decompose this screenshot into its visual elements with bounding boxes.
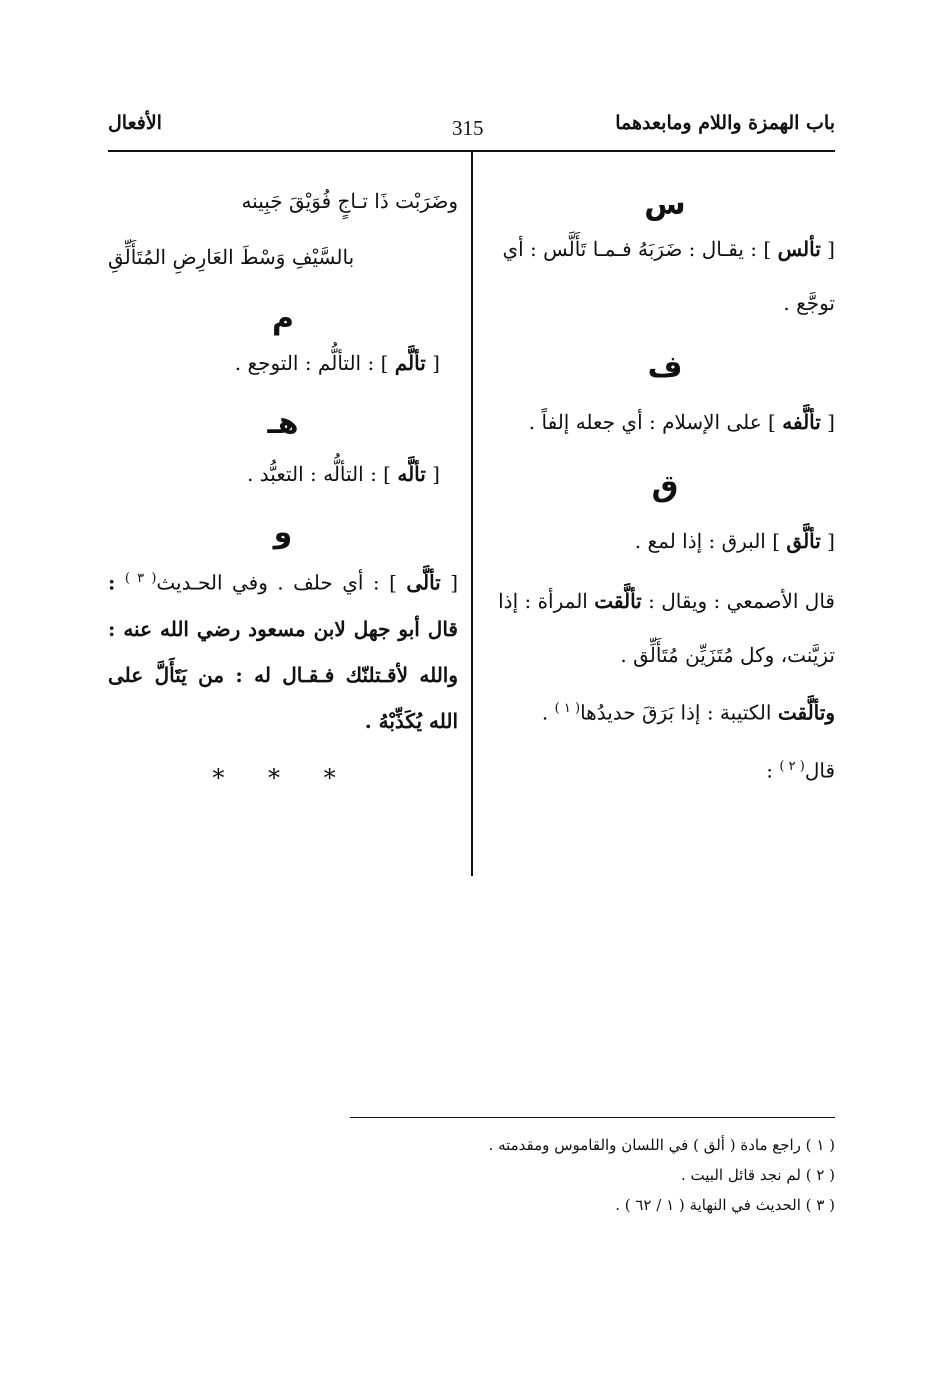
entry-taallaha: [ تألَّه ] : التألُّه : التعبُّد .: [247, 462, 440, 486]
entry-term: تألَّم: [394, 351, 426, 375]
verse-line-1: وضَرَبْت ذَا تـاجٍ فُوَيْقَ جَبِينه: [241, 189, 458, 213]
letter-heading-f: ف: [647, 350, 683, 385]
verse-line-2: بالسَّيْفِ وَسْطَ العَارِضِ المُتَأَلِّقِ: [108, 245, 355, 269]
chapter-title: باب الهمزة واللام ومابعدهما: [615, 112, 835, 134]
footnote-ref-3[interactable]: ( ٣ ): [124, 571, 157, 586]
letter-heading-h: هـ: [267, 406, 299, 441]
entry-term: تألَّفه: [782, 410, 821, 434]
footnote-3: ( ٣ ) الحديث في النهاية ( ١ / ٦٢ ) .: [615, 1196, 835, 1214]
letter-heading-m: م: [272, 301, 294, 336]
footnote-ref-2[interactable]: ( ٢ ): [779, 758, 805, 774]
entry-taallaqa: [ تألَّق ] البرق : إذا لمع .: [634, 529, 835, 553]
asmai-intro: قال الأصمعي : ويقال :: [648, 589, 835, 613]
footnote-rule: [350, 1117, 835, 1118]
entry-term: تألَّى: [406, 570, 441, 595]
entry-text: : أي حلف . وفي الحـديث: [156, 570, 380, 595]
right-column: [495, 165, 835, 797]
footnotes: [350, 1130, 835, 1220]
entry-text: البرق : إذا لمع .: [634, 529, 766, 553]
entry-term: تألَّه: [397, 462, 426, 486]
page-number: 315: [452, 116, 484, 140]
entry-text: : يقـال : ضَرَبَهُ فـمـا تَأَلَّس : أي توجَّع .: [502, 237, 835, 315]
column-divider: [471, 152, 473, 876]
footnote-1: ( ١ ) راجع مادة ( ألق ) في اللسان والقاموس ومقدمته .: [488, 1136, 835, 1154]
asmai-term: تألَّقت: [594, 589, 642, 613]
hadith-text: : قال أبو جهل لابن مسعود رضي الله عنه : والله لأقـتلنّك فـقـال له : من يَتَأَلَّ على الله يُكَذِّبْهُ .: [108, 570, 458, 733]
entry-term: تألَّق: [786, 529, 821, 553]
entry-taallas: [ تألس ] : يقـال : ضَرَبَهُ فـمـا تَأَلَّس : أي توجَّع .: [502, 237, 835, 315]
qala-text: قال: [804, 758, 835, 783]
letter-heading-q: ق: [651, 469, 679, 504]
asmai-text: المرأة : إذا تزيَّنت، وكل مُتَزَيِّن مُتَأَلِّق .: [498, 589, 835, 667]
entry-taallama: [ تألَّم ] : التألُّم : التوجع .: [234, 351, 440, 375]
section-title: الأفعال: [108, 112, 162, 134]
entry-text: على الإسلام : أي جعله إلفاً .: [528, 410, 762, 434]
entry-term: تألس: [777, 237, 821, 261]
katiba-text: الكتيبة : إذا بَرَقَ حديدُها: [580, 700, 772, 725]
left-column: [108, 165, 458, 792]
katiba-term: وتألَّقت: [777, 700, 835, 725]
letter-heading-w: و: [273, 515, 293, 550]
footnote-2: ( ٢ ) لم نجد قائل البيت .: [681, 1166, 835, 1184]
asmai-quote: [495, 574, 835, 682]
section-end-stars: * * *: [212, 763, 354, 792]
footnote-ref-1[interactable]: ( ١ ): [554, 701, 581, 716]
entry-text: : التألُّه : التعبُّد .: [247, 462, 377, 486]
entry-taalla: [ تألَّى ] : أي حلف . وفي الحـديث$^{( ٣ )}$ : قال أبو جهل لابن مسعود رضي الله عنه : والله لأقـتلنّك فـقـال له : من يَتَأَلَّ على الله يُكَذِّبْهُ .: [108, 570, 458, 733]
entry-taallafahu: [ تألَّفه ] على الإسلام : أي جعله إلفاً .: [528, 410, 835, 434]
katiba-entry: وتألَّقت الكتيبة : إذا بَرَقَ حديدُها$^{( ١ )}$ .: [541, 700, 835, 725]
entry-text: : التألُّم : التوجع .: [234, 351, 375, 375]
qala-line: قال$^{( ٢ )}$ :: [766, 758, 835, 783]
letter-heading-s: س: [644, 187, 686, 222]
